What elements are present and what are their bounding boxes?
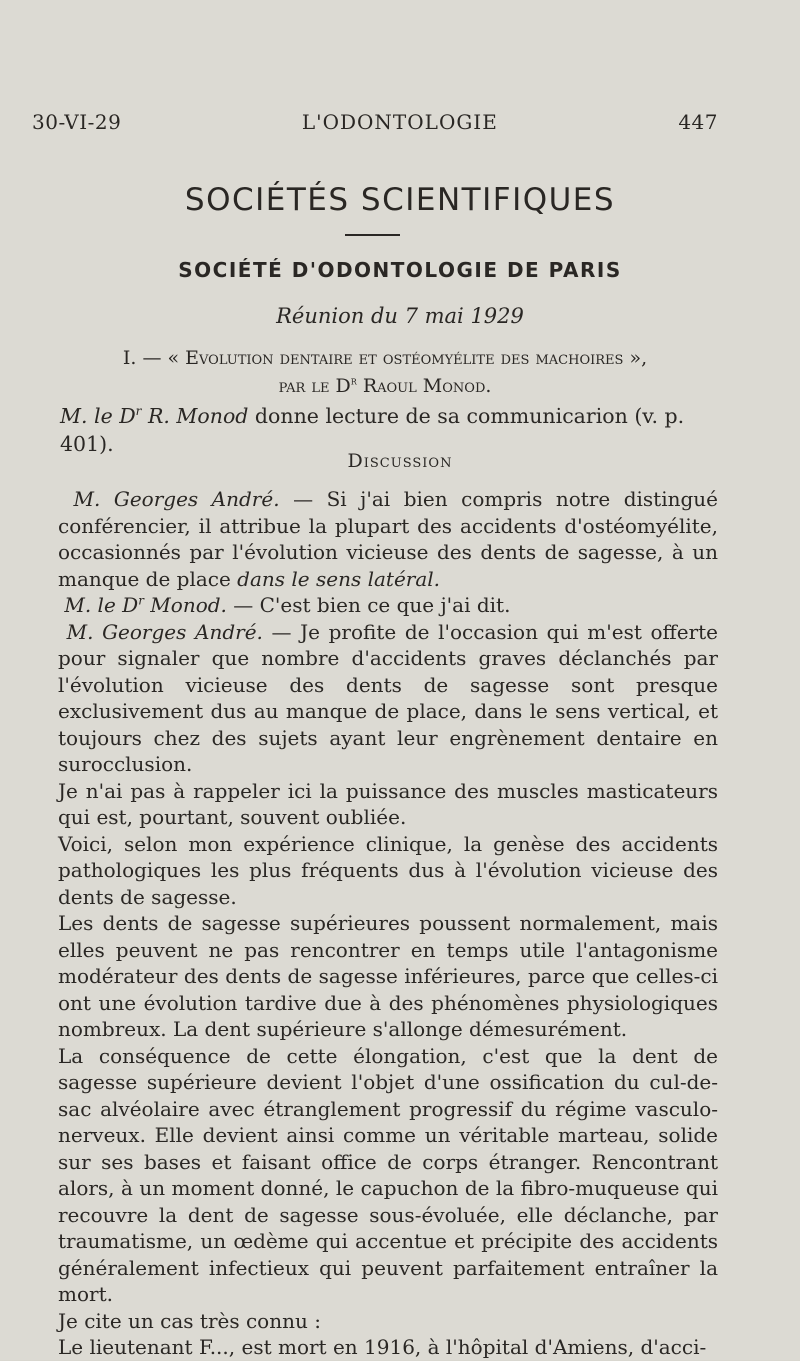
communication-title [40,344,730,400]
running-head [32,110,718,134]
intro-speaker-sup: r [135,404,142,419]
intro-speaker [60,404,248,428]
intro-speaker-name: R. Monod [141,404,249,428]
communication-title-line2 [40,372,730,400]
paragraph-5: Voici, selon mon expérience clinique, la genèse des accidents pathologiques les plus fréquents dus à l'évolution vicieuse des dents de sagesse. [58,831,718,909]
paragraph-8: Je cite un cas très connu : [58,1308,321,1333]
journal-title: L'ODONTOLOGIE [301,110,498,134]
intro-text: donne lecture de sa communicarion (v. p. 401). [60,404,685,456]
communication-title-line1: I. — « Evolution dentaire et ostéomyélite des machoires », [122,347,648,369]
paragraph-7: La conséquence de cette élongation, c'est que la dent de sagesse supérieure devient l'objet d'une ossification du cul-de-sac alvéolaire avec étranglement progressif du régime vasculo-nerveux. Elle devient ainsi comme un véritable marteau, solide sur ses bases et faisant office de corps étranger. Rencontrant alors, à un moment donné, le capuchon de la fibro-muqueuse qui recouvre la dent de sagesse sous-évoluée, elle déclanche, par traumatisme, un œdème qui accentue et précipite des accidents généralement infectieux qui peuvent parfaitement entraîner la mort. [58,1043,718,1306]
communication-author-sup: r [350,373,357,388]
p2-speaker-name: Monod. [143,593,227,617]
section-title: SOCIÉTÉS SCIENTIFIQUES [184,182,616,218]
society-heading: SOCIÉTÉ D'ODONTOLOGIE DE PARIS [178,258,622,282]
page-number: 447 [678,110,718,134]
paragraph-4: Je n'ai pas à rappeler ici la puissance des muscles masticateurs qui est, pourtant, souvent oubliée. [58,778,718,829]
communication-author-prefix: par le D [278,375,351,397]
p2-speaker-prefix: M. le D [64,593,139,617]
paragraph-6: Les dents de sagesse supérieures poussent normalement, mais elles peuvent ne pas rencontrer en temps utile l'antagonisme modérateur des dents de sagesse inférieures, parce que celles-ci ont une évolution tardive due à des phénomènes physiologiques nombreux. La dent supérieure s'allonge démesurément. [58,911,718,1041]
communication-author-name: Raoul Monod. [356,375,492,397]
paragraph-3 [58,619,718,778]
body-text [58,486,718,1361]
p3-speaker: M. Georges André. [66,619,263,644]
discussion-heading: Discussion [347,450,453,472]
p2-speaker-sup: r [138,593,144,608]
p2-text: — C'est bien ce que j'ai dit. [226,593,511,617]
p3-text: — Je profite de l'occasion qui m'est offerte pour signaler que nombre d'accidents graves déclanchés par l'évolution vicieuse des dents de sagesse sont presque exclusivement dus au manque de place, dans le sens vertical, et toujours chez des sujets ayant leur engrènement dentaire en surocclusion. [58,619,719,776]
p1-speaker: M. Georges André. [73,487,280,511]
title-rule [345,234,400,236]
p2-speaker [64,593,227,617]
paragraph-1 [58,486,718,592]
header-date: 30-VI-29 [32,110,122,134]
meeting-date: Réunion du 7 mai 1929 [276,304,524,328]
p1-italic: dans le sens latéral. [237,566,441,591]
paragraph-2 [58,592,718,619]
intro-speaker-prefix: M. le D [60,404,136,428]
p1-text: — Si j'ai bien compris notre distingué conférencier, il attribue la plupart des accidents d'ostéomyélite, occasionnés par l'évolution vicieuse des dents de sagesse, à un manque de place [58,487,719,591]
paragraph-9: Le lieutenant F..., est mort en 1916, à l'hôpital d'Amiens, d'acci- [58,1335,707,1359]
